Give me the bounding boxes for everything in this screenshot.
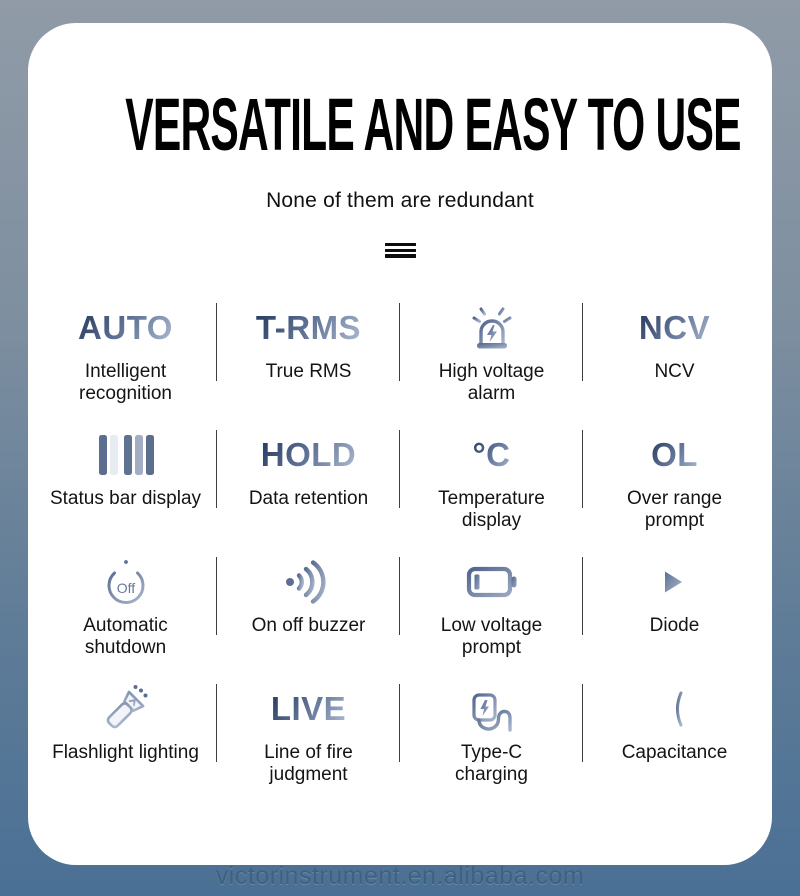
t-rms-text-label: T-RMS xyxy=(255,308,362,346)
feature-label: High voltage alarm xyxy=(438,360,545,404)
feature-buzzer xyxy=(217,554,400,660)
feature-flashlight xyxy=(34,681,217,787)
flashlight-icon xyxy=(99,681,153,737)
ncv-text xyxy=(639,300,710,356)
feature-live xyxy=(217,681,400,787)
feature-hold xyxy=(217,427,400,533)
feature-grid xyxy=(28,300,772,787)
hold-text-label: HOLD xyxy=(260,435,357,473)
ncv-text-label: NCV xyxy=(638,308,711,346)
feature-label: Data retention xyxy=(248,487,369,509)
feature-label: Temperature display xyxy=(438,487,545,531)
buzzer-icon xyxy=(281,554,337,610)
feature-auto-shutdown xyxy=(34,554,217,660)
status-bar-icon xyxy=(94,427,158,483)
diode-icon xyxy=(648,554,702,610)
page-title: VERSATILE AND EASY TO USE xyxy=(125,82,741,166)
section-divider-icon xyxy=(385,243,416,258)
feature-temperature xyxy=(400,427,583,533)
feature-label: Diode xyxy=(649,614,700,636)
feature-high-voltage-alarm xyxy=(400,300,583,406)
celsius-text-label: °C xyxy=(472,435,511,473)
feature-type-c xyxy=(400,681,583,787)
svg-text:Off: Off xyxy=(116,579,135,596)
feature-t-rms xyxy=(217,300,400,406)
feature-label: Status bar display xyxy=(49,487,202,509)
feature-ncv xyxy=(583,300,766,406)
feature-label: Flashlight lighting xyxy=(52,741,199,763)
battery-icon xyxy=(463,554,521,610)
typec-charging-icon xyxy=(465,681,519,737)
ol-text-label: OL xyxy=(651,435,698,473)
feature-capacitance xyxy=(583,681,766,787)
feature-low-voltage xyxy=(400,554,583,660)
celsius-text xyxy=(472,427,510,483)
feature-label: Line of fire judgment xyxy=(264,741,353,785)
auto-text xyxy=(78,300,173,356)
auto-text-label: AUTO xyxy=(78,308,173,346)
feature-label: Automatic shutdown xyxy=(83,614,168,658)
feature-status-bar xyxy=(34,427,217,533)
feature-label: On off buzzer xyxy=(251,614,366,636)
feature-label: True RMS xyxy=(265,360,352,382)
power-off-icon xyxy=(100,554,152,610)
alarm-icon xyxy=(466,300,518,356)
divider-bar xyxy=(385,249,416,252)
feature-diode xyxy=(583,554,766,660)
page-title-wrap xyxy=(28,82,772,166)
page-subtitle: None of them are redundant xyxy=(266,189,534,212)
divider-bar xyxy=(385,243,416,246)
hold-text xyxy=(261,427,357,483)
content-card xyxy=(28,23,772,865)
divider-bar xyxy=(385,254,416,257)
feature-label: Intelligent recognition xyxy=(79,360,172,404)
feature-label: NCV xyxy=(654,360,695,382)
feature-over-range xyxy=(583,427,766,533)
live-text xyxy=(271,681,346,737)
feature-label: Over range prompt xyxy=(626,487,723,531)
t-rms-text xyxy=(256,300,361,356)
feature-label: Low voltage prompt xyxy=(440,614,543,658)
capacitor-icon xyxy=(648,681,702,737)
feature-label: Type-C charging xyxy=(455,741,528,785)
feature-auto xyxy=(34,300,217,406)
ol-text xyxy=(651,427,698,483)
watermark-text: victorinstrument.en.alibaba.com xyxy=(215,862,585,890)
live-text-label: LIVE xyxy=(270,689,347,727)
feature-label: Capacitance xyxy=(621,741,728,763)
